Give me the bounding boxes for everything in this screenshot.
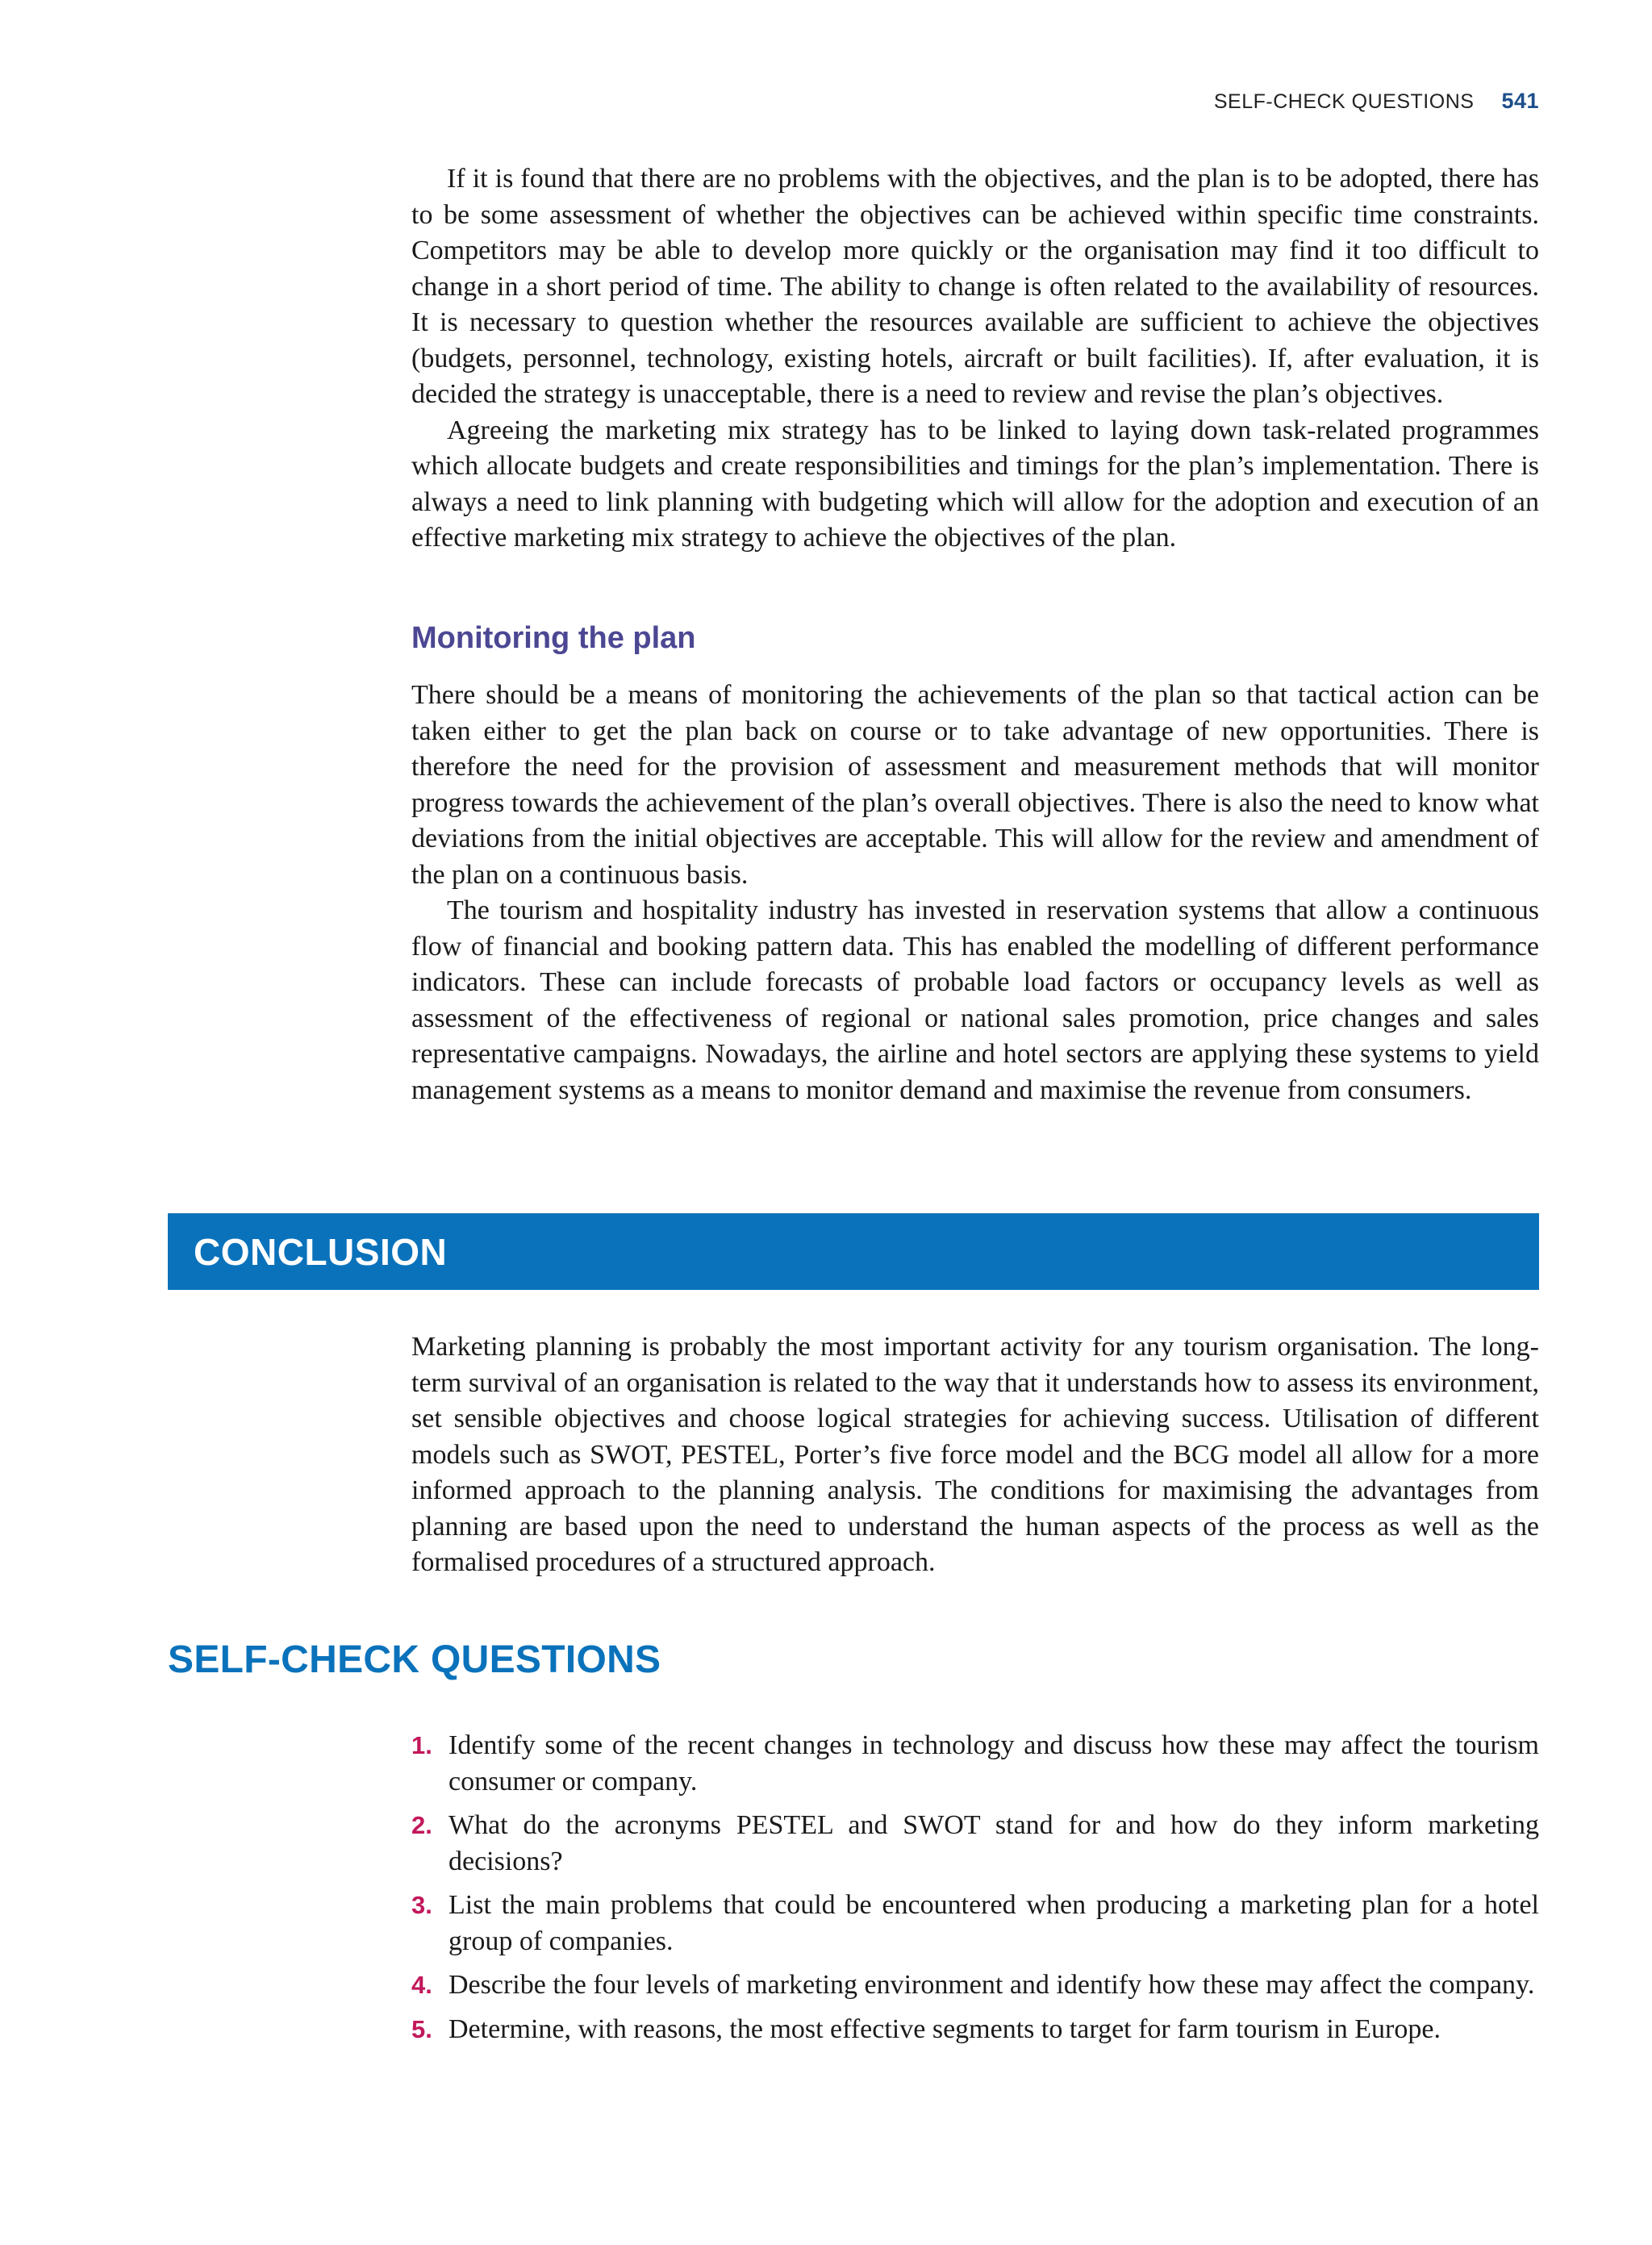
monitoring-paragraph-1: There should be a means of monitoring the achievements of the plan so that tactical action can be taken either to get the plan back on course or to take advantage of new opportunities. There is therefore the need for the provision of assessment and measurement methods that will monitor progress towards the achievement of the plan’s overall objectives. There is also the need to know what deviations from the initial objectives are acceptable. This will allow for the review and amendment of the plan on a continuous basis. xyxy=(411,680,1539,890)
monitoring-heading: Monitoring the plan xyxy=(411,621,696,655)
page-number: 541 xyxy=(1501,89,1539,113)
question-text: What do the acronyms PESTEL and SWOT stand for and how do they inform marketing decisions? xyxy=(448,1810,1539,1876)
question-text: List the main problems that could be encountered when producing a marketing plan for a hotel group of companies. xyxy=(448,1890,1539,1956)
running-head-title: SELF-CHECK QUESTIONS xyxy=(1213,90,1475,113)
question-number: 5. xyxy=(411,2014,432,2043)
self-check-section xyxy=(411,1728,1539,2055)
self-check-heading: SELF-CHECK QUESTIONS xyxy=(168,1638,661,1681)
conclusion-paragraph: Marketing planning is probably the most important activity for any tourism organisation. The long-term survival of an organisation is related to the way that it understands how to assess its environment, set sensible objectives and choose logical strategies for achieving success. Utilisation of different models such as SWOT, PESTEL, Porter’s five force model and the BCG model all allow for a more informed approach to the planning analysis. The conditions for maximising the advantages from planning are based upon the need to understand the human aspects of the process as well as the formalised procedures of a structured approach. xyxy=(411,1332,1539,1577)
question-item xyxy=(411,1968,1539,2004)
intro-paragraph-2: Agreeing the marketing mix strategy has to be linked to laying down task-related programmes which allocate budgets and create responsibilities and timings for the plan’s implementation. There is always a need to link planning with budgeting which will allow for the adoption and execution of an effective marketing mix strategy to achieve the objectives of the plan. xyxy=(411,415,1539,553)
question-item xyxy=(411,1888,1539,1959)
intro-paragraph-1: If it is found that there are no problems with the objectives, and the plan is to be adopted, there has to be some assessment of whether the objectives can be achieved within specific time constraints. Competitors may be able to develop more quickly or the organisation may find it too difficult to change in a short period of time. The ability to change is often related to the availability of resources. It is necessary to question whether the resources available are sufficient to achieve the objectives (budgets, personnel, technology, existing hotels, aircraft or built facilities). If, after evaluation, it is decided the strategy is unacceptable, there is a need to review and revise the plan’s objectives. xyxy=(411,164,1539,409)
question-item xyxy=(411,1808,1539,1880)
conclusion-section xyxy=(411,1329,1539,1581)
question-number: 3. xyxy=(411,1891,432,1919)
conclusion-banner xyxy=(168,1213,1539,1290)
question-number: 2. xyxy=(411,1811,432,1839)
monitoring-paragraph-2: The tourism and hospitality industry has invested in reservation systems that allow a continuous flow of financial and booking pattern data. This has enabled the modelling of different performance indicators. These can include forecasts of probable load factors or occupancy levels as well as assessment of the effectiveness of regional or national sales promotion, price changes and sales representative campaigns. Nowadays, the airline and hotel sectors are applying these systems to yield management systems as a means to monitor demand and maximise the revenue from consumers. xyxy=(411,895,1539,1105)
monitoring-body xyxy=(411,678,1539,1108)
running-head xyxy=(1214,89,1539,114)
question-item xyxy=(411,1728,1539,1800)
question-item xyxy=(411,2012,1539,2048)
question-number: 4. xyxy=(411,1971,432,1999)
question-number: 1. xyxy=(411,1731,432,1759)
question-text: Describe the four levels of marketing environment and identify how these may affect the company. xyxy=(448,1970,1535,2000)
conclusion-heading: CONCLUSION xyxy=(194,1230,448,1273)
question-text: Identify some of the recent changes in technology and discuss how these may affect the tourism consumer or company. xyxy=(448,1730,1539,1796)
question-text: Determine, with reasons, the most effective segments to target for farm tourism in Europe. xyxy=(448,2013,1441,2044)
monitoring-section xyxy=(411,621,1539,656)
intro-section xyxy=(411,161,1539,557)
question-list xyxy=(411,1728,1539,2047)
